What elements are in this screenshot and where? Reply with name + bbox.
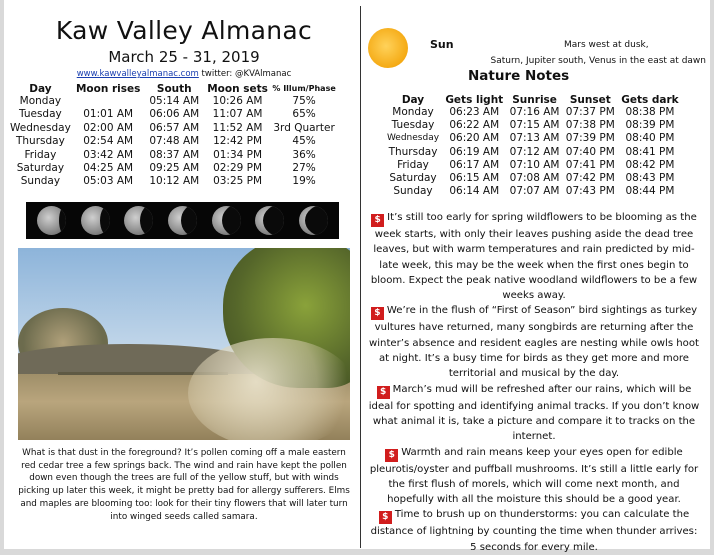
header-day: Day [401,94,425,106]
moon-phase-strip [26,202,339,239]
nature-notes-title: Nature Notes [468,68,570,84]
window-frame-left [0,0,4,555]
sun-sunrise: 07:16 AM [509,106,560,118]
nature-note [366,210,702,303]
moon-rise [73,95,144,108]
sun-label: Sun [430,38,454,51]
bullet-icon: $ [385,449,398,462]
sun-table-header [384,94,682,106]
moon-day: Monday [19,95,62,107]
sun-day: Saturday [389,172,437,185]
moon-illum: 36% [292,148,316,161]
bullet-icon: $ [379,511,392,524]
header-day: Day [29,83,52,95]
moon-illum: 65% [292,108,316,121]
sun-gets-light: 06:14 AM [449,185,500,198]
nature-notes [366,210,702,555]
table-row [8,149,338,162]
table-row [384,146,682,159]
table-row [8,135,338,148]
page-title: Kaw Valley Almanac [55,16,313,45]
table-row [8,108,338,121]
page-divider [360,6,361,548]
moon-south: 06:57 AM [149,121,200,134]
planets-line-2: Saturn, Jupiter south, Venus in the east at dawn [490,56,706,66]
table-row [384,172,682,185]
sun-sunset: 07:42 PM [565,172,615,185]
moon-day: Thursday [15,135,65,148]
sun-gets-dark: 08:44 PM [625,185,675,198]
note-text: It’s still too early for spring wildflowers to be blooming as the week starts, with only their leaves pushing aside the dead tree leaves, but with warm temperatures and rain predicted by mid-late week, this may be the week when the first ones begin to bloom. Expect the peak native woodland wildflowers to be a few weeks away. [370,212,698,302]
sun-gets-light: 06:22 AM [449,119,500,132]
moon-illum: 19% [292,175,316,188]
moon-south: 07:48 AM [149,135,200,148]
moon-rise: 02:00 AM [83,121,134,134]
planets-line-1: Mars west at dusk, [564,40,649,50]
window-frame-right [710,0,714,555]
header-moon-sets: Moon sets [207,83,268,95]
header-sunset: Sunset [569,94,611,106]
sun-gets-dark: 08:40 PM [625,132,675,145]
moon-rise: 05:03 AM [83,175,134,188]
sun-table [384,94,682,198]
sun-sunrise: 07:07 AM [509,185,560,198]
moon-set: 02:29 PM [213,162,263,175]
sun-gets-dark: 08:39 PM [625,119,675,132]
sun-gets-dark: 08:38 PM [625,106,675,118]
header-south: South [156,83,192,95]
date-range: March 25 - 31, 2019 [108,48,260,66]
photo-caption: What is that dust in the foreground? It’s pollen coming off a male eastern red cedar tree a few springs back. The wind and rain have kept the pollen down even though the trees are full of the yellow stuff, but with winds picking up later this week, it might be pretty bad for allergy sufferers. Elms and maples are blooming too: look for their tiny flowers that will later turn into winged seeds called samara. [18,448,350,522]
moon-set: 03:25 PM [213,175,263,188]
moon-illum: 3rd Quarter [273,121,335,134]
sun-day: Monday [392,106,434,118]
table-row [384,185,682,198]
sun-gets-light: 06:20 AM [449,132,500,145]
moon-phase-icon [168,206,197,235]
moon-rise: 02:54 AM [83,135,134,148]
note-text: March’s mud will be refreshed after our rains, which will be ideal for spotting and identifying animal tracks. If you don’t know what animal it is, take a picture and compare it to tracks on the internet. [368,383,700,443]
nature-note [366,303,702,381]
note-text: Time to brush up on thunderstorms: you can calculate the distance of lightning by counting the time when thunder arrives: 5 seconds for every mile. [370,509,698,553]
header-illum-phase: % Illum/Phase [272,84,336,93]
bullet-icon: $ [377,386,390,399]
sun-day: Sunday [393,185,433,198]
website-link[interactable]: www.kawvalleyalmanac.com [76,69,199,79]
cedar-pollen-photo [18,248,350,440]
moon-phase-icon [212,206,241,235]
sun-icon [368,28,408,68]
header-gets-dark: Gets dark [621,94,679,106]
table-row [8,122,338,135]
sun-sunrise: 07:10 AM [509,158,560,171]
site-line [12,69,356,79]
moon-table-header [8,83,338,95]
moon-day: Friday [24,148,57,161]
sun-gets-light: 06:15 AM [449,172,500,185]
table-row [384,106,682,119]
table-row [384,119,682,132]
sun-gets-dark: 08:41 PM [625,145,675,158]
table-row [8,95,338,108]
nature-note [366,382,702,445]
nature-note [366,445,702,508]
moon-set: 11:52 AM [212,121,263,134]
moon-phase-icon [81,206,110,235]
sun-day: Wednesday [386,133,440,144]
sun-day: Friday [397,158,429,171]
twitter-handle: twitter: @KVAlmanac [201,69,292,79]
bullet-icon: $ [371,307,384,320]
sun-sunrise: 07:08 AM [509,172,560,185]
sun-sunrise: 07:13 AM [509,132,560,145]
moon-phase-icon [37,206,66,235]
bullet-icon: $ [371,214,384,227]
moon-south: 05:14 AM [149,95,200,107]
moon-phase-icon [255,206,284,235]
sun-gets-light: 06:17 AM [449,158,500,171]
moon-set: 12:42 PM [213,135,263,148]
moon-south: 09:25 AM [149,162,200,175]
moon-table [8,83,338,189]
left-page [12,6,356,79]
sun-sunrise: 07:15 AM [509,119,560,132]
note-text: We’re in the flush of “First of Season” bird sightings as turkey vultures have returned, many songbirds are returning after the winter’s absence and resident eagles are nesting while owls hoot at night. It’s a busy time for birds as they get more and more territorial and musical by the day. [368,305,699,380]
nature-note [366,507,702,555]
sun-sunset: 07:39 PM [565,132,615,145]
sun-gets-dark: 08:43 PM [625,172,675,185]
table-row [384,159,682,172]
table-row [384,132,682,145]
note-text: Warmth and rain means keep your eyes open for edible pleurotis/oyster and puffball mushrooms. It’s still a little early for the first flush of morels, which will come next month, and hopefully with all the moisture this should be a good year. [369,446,699,506]
moon-set: 10:26 AM [212,95,263,107]
moon-day: Wednesday [10,121,71,134]
moon-day: Sunday [20,175,61,188]
moon-set: 11:07 AM [212,108,263,121]
sun-sunset: 07:41 PM [565,158,615,171]
sun-sunset: 07:40 PM [565,145,615,158]
sun-sunset: 07:43 PM [565,185,615,198]
sun-gets-dark: 08:42 PM [625,158,675,171]
moon-day: Tuesday [19,108,62,121]
table-row [8,175,338,188]
moon-illum: 27% [292,162,316,175]
header-moon-rises: Moon rises [75,83,141,95]
header-sunrise: Sunrise [512,94,557,106]
sun-sunrise: 07:12 AM [509,145,560,158]
table-row [8,162,338,175]
moon-south: 10:12 AM [149,175,200,188]
moon-rise: 01:01 AM [83,108,134,121]
moon-south: 08:37 AM [149,148,200,161]
moon-day: Saturday [16,162,65,175]
sun-day: Thursday [388,145,438,158]
moon-illum: 75% [292,95,316,107]
moon-rise: 04:25 AM [83,162,134,175]
sun-gets-light: 06:19 AM [449,145,500,158]
sun-sunset: 07:38 PM [565,119,615,132]
sun-gets-light: 06:23 AM [449,106,500,118]
moon-rise: 03:42 AM [83,148,134,161]
header-gets-light: Gets light [445,94,504,106]
moon-phase-icon [124,206,153,235]
sun-day: Tuesday [391,119,435,132]
moon-illum: 45% [292,135,316,148]
moon-set: 01:34 PM [213,148,263,161]
photo-pollen-cloud [188,338,350,440]
sun-sunset: 07:37 PM [565,106,615,118]
moon-phase-icon [299,206,328,235]
moon-south: 06:06 AM [149,108,200,121]
